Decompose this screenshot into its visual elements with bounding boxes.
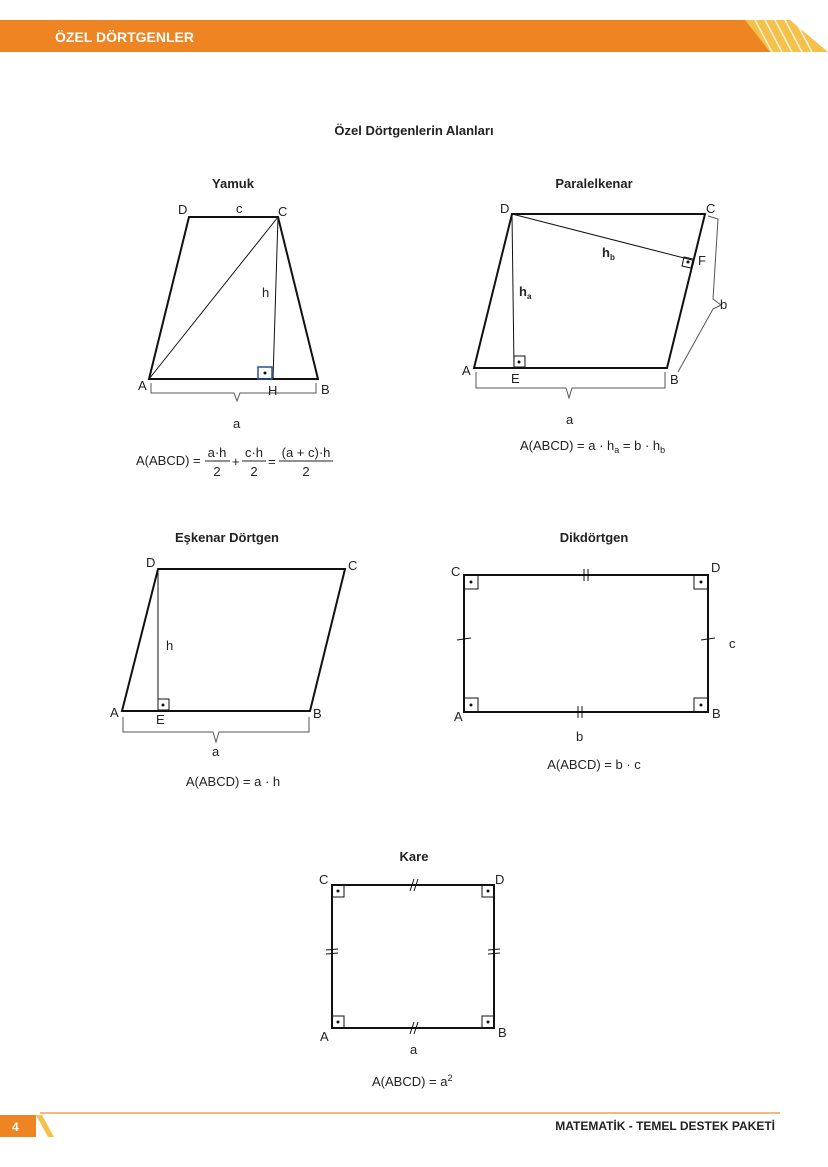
footer (0, 1113, 780, 1137)
label-a: a (410, 1042, 418, 1057)
parallelogram-figure (462, 176, 727, 455)
label-a: a (212, 744, 220, 759)
trapezoid-title: Yamuk (212, 176, 254, 191)
label-C: C (278, 204, 288, 219)
label-hb: $h_b$ (602, 245, 615, 262)
label-H: H (268, 383, 278, 398)
label-b: b (576, 729, 584, 744)
label-A: A (110, 705, 119, 720)
header-title: ÖZEL DÖRTGENLER (55, 29, 194, 45)
formula-op: = (268, 454, 276, 469)
rhombus-title: Eşkenar Dörtgen (174, 530, 280, 545)
formula-num: a·h (207, 445, 227, 460)
label-a: a (233, 416, 241, 431)
label-C: C (319, 872, 329, 887)
label-B: B (670, 372, 679, 387)
label-ha: $h_a$ (519, 284, 532, 301)
label-C: C (348, 558, 358, 573)
rectangle-formula: A(ABCD) = b · c (547, 757, 641, 772)
rhombus-formula: A(ABCD) = a · h (185, 774, 281, 789)
label-b: b (720, 297, 728, 312)
label-A: A (454, 709, 463, 724)
label-h: h (166, 638, 174, 653)
label-E: E (511, 371, 520, 386)
parallelogram-title: Paralelkenar (555, 176, 633, 191)
label-D: D (178, 202, 188, 217)
label-B: B (712, 706, 721, 721)
label-D: D (711, 560, 721, 575)
trapezoid-formula (136, 445, 333, 479)
formula-lhs: A(ABCD) = (136, 453, 201, 468)
page-number: 4 (12, 1120, 19, 1134)
rhombus-figure (110, 530, 357, 789)
label-A: A (138, 378, 147, 393)
header-bar (0, 20, 828, 52)
label-D: D (146, 555, 156, 570)
label-D: D (500, 201, 510, 216)
rectangle-figure (451, 530, 736, 772)
book-title: MATEMATİK - TEMEL DESTEK PAKETİ (555, 1119, 775, 1133)
label-D: D (495, 872, 505, 887)
label-A: A (462, 363, 471, 378)
trapezoid-figure (136, 176, 333, 479)
label-c: c (729, 636, 736, 651)
label-a: a (566, 412, 574, 427)
formula-den: 2 (250, 464, 258, 479)
formula-num: c·h (244, 445, 264, 460)
label-F: F (698, 253, 706, 268)
label-h: h (262, 285, 270, 300)
formula-den: 2 (302, 464, 310, 479)
label-E: E (156, 712, 165, 727)
formula-op: + (232, 454, 240, 469)
square-figure (319, 849, 507, 1089)
label-B: B (313, 706, 322, 721)
square-formula: A(ABCD) = $a^2$ (372, 1073, 453, 1089)
label-A: A (320, 1029, 329, 1044)
parallelogram-formula: A(ABCD) = $a \cdot h_a = b \cdot h_b$ (520, 438, 666, 455)
square-title: Kare (399, 849, 429, 864)
label-B: B (498, 1025, 507, 1040)
label-C: C (706, 201, 716, 216)
page-heading: Özel Dörtgenlerin Alanları (334, 123, 494, 138)
label-c: c (236, 201, 243, 216)
formula-num: (a + c)·h (281, 445, 331, 460)
label-B: B (321, 382, 330, 397)
rectangle-title: Dikdörtgen (559, 530, 629, 545)
formula-den: 2 (213, 464, 221, 479)
label-C: C (451, 564, 461, 579)
